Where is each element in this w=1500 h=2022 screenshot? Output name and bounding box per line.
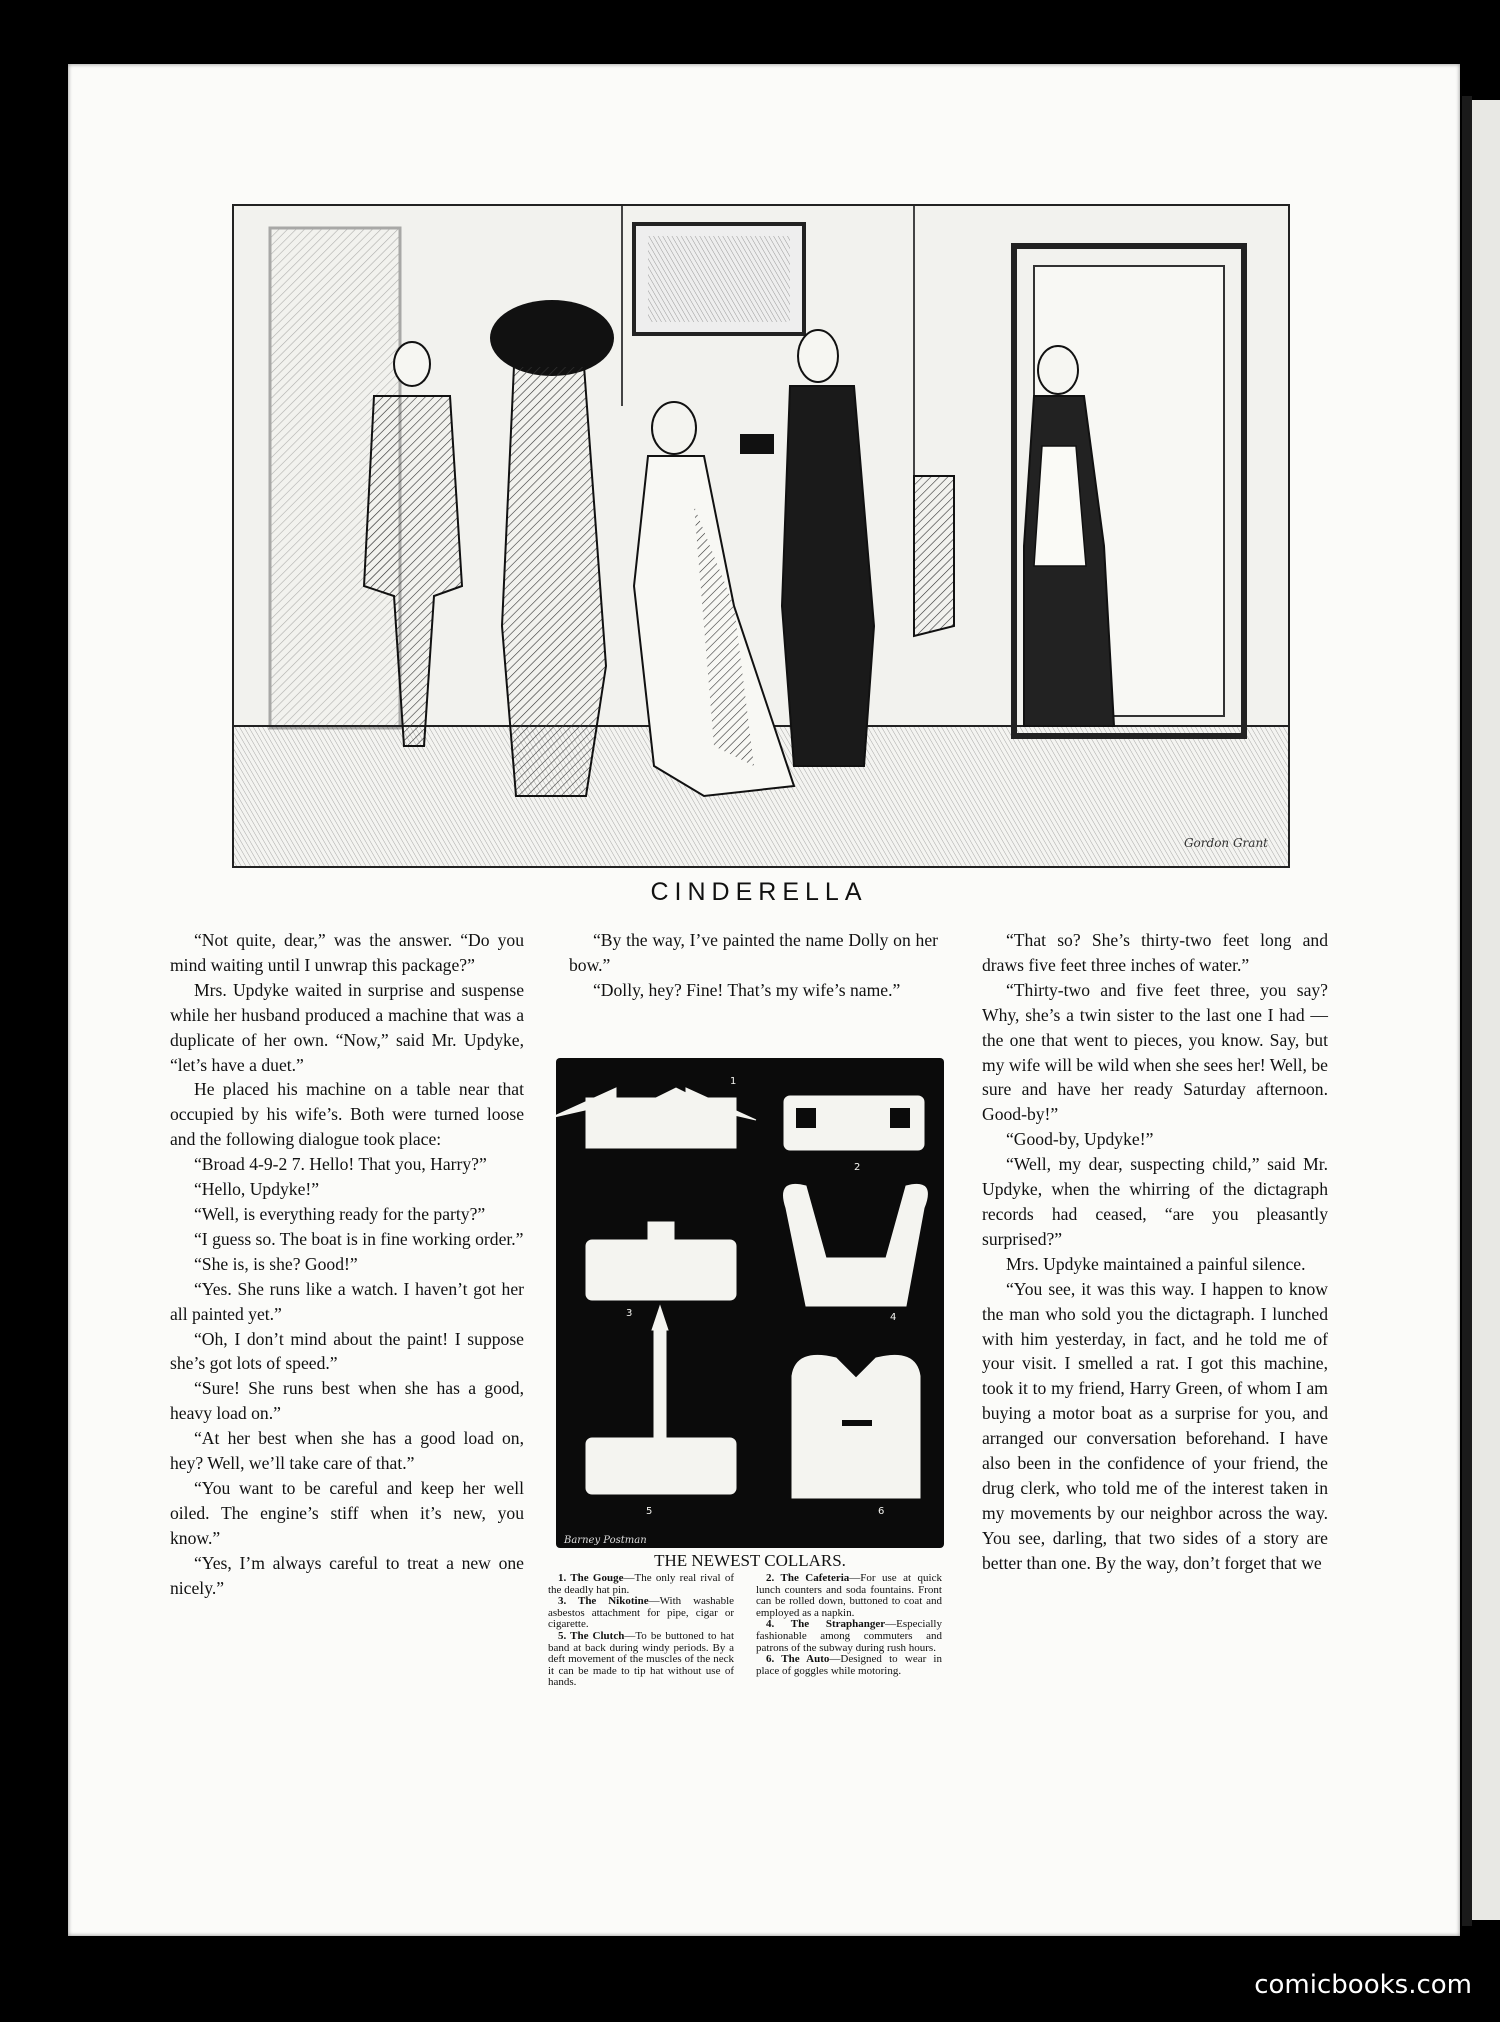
collar-5-tip [652,1306,668,1330]
collars-illustration [556,1058,944,1548]
collar-6-goggle-mark [842,1420,872,1426]
collar-note-text: —With washable asbestos attachment for pipe, cigar or cigarette. [548,1595,735,1631]
paragraph: “Yes, I’m always careful to treat a new one nicely.” [170,1552,524,1598]
paragraph: Mrs. Updyke waited in surprise and suspense while her husband produced a machine that was a duplicate of her own. “Now,” said Mr. Updyke, “let’s have a duet.” [170,979,524,1075]
collars-signature: Barney Postman [564,1535,647,1546]
paragraph: “Yes. She runs like a watch. I haven’t got her all painted yet.” [170,1278,524,1324]
collar-2-ornament-right [890,1108,910,1128]
collars-notes-right [756,1573,942,1677]
collar-note-text: —The only real rival of the deadly hat pin. [548,1572,734,1596]
collar-note [756,1619,942,1654]
collar-note [548,1596,734,1631]
paragraph: “By the way, I’ve painted the name Dolly on her bow.” [569,930,938,975]
collar-note-text: —Designed to wear in place of goggles while motoring. [756,1653,942,1677]
collar-number: 3 [626,1308,633,1319]
collar-note-name: 3. The Nikotine [558,1595,649,1608]
text-column-1 [170,928,524,1600]
collar-note-name: 1. The Gouge [558,1572,624,1584]
collar-4-shape [784,1184,928,1306]
paragraph: “You see, it was this way. I happen to know the man who sold you the dictagraph. I lunched with him yesterday, in fact, and he told me of your visit. I smelled a rat. I got this machine, took it to my friend, Harry Green, of whom I am buying a motor boat as a surprise for you, and arranged our conversation beforehand. I have also been in the confidence of your friend, the drug clerk, who told me of the interest taken in my movements by our neighbor across the way. You see, darling, that two sides of a story are better than one. By the way, don’t forget that we [982,1278,1328,1573]
text-column-3 [982,928,1328,1576]
collar-number: 4 [890,1312,897,1323]
paragraph: “Broad 4-9-2 7. Hello! That you, Harry?” [194,1154,487,1175]
site-watermark: comicbooks.com [1254,1970,1472,2000]
collar-note-name: 2. The Cafeteria [766,1572,850,1584]
illustration-caption: CINDERELLA [650,878,868,906]
paragraph: “She is, is she? Good!” [194,1253,358,1274]
paragraph: “Not quite, dear,” was the answer. “Do you mind waiting until I unwrap this package?” [170,930,524,975]
paragraph: “Oh, I don’t mind about the paint! I suppose she’s got lots of speed.” [170,1328,524,1374]
paragraph: “Dolly, hey? Fine! That’s my wife’s name.” [593,979,901,1000]
paragraph: “Good-by, Updyke!” [1006,1129,1154,1150]
collars-drawing [556,1058,944,1548]
collar-note [756,1573,942,1619]
collar-note-name: 5. The Clutch [558,1629,625,1642]
collar-number: 1 [730,1076,737,1087]
collar-2-ornament-left [796,1108,816,1128]
collars-notes-left [548,1573,734,1689]
collar-3-attachment [648,1222,674,1246]
collar-5-shape [586,1438,736,1494]
collar-note [756,1654,942,1677]
paragraph: “At her best when she has a good load on, hey? Well, we’ll take care of that.” [170,1428,524,1474]
collar-number: 6 [878,1506,885,1517]
collar-note-text: —Especially fashionable among commuters and patrons of the subway during rush hours. [756,1618,942,1654]
collar-note-name: 4. The Straphanger [766,1618,886,1631]
collar-note-text: —To be buttoned to hat band at back during windy periods. By a deft movement of the muscles of the neck it can be made to tip hat without use of hands. [548,1629,734,1689]
paragraph: “That so? She’s thirty-two feet long and draws five feet three inches of water.” [982,930,1328,975]
collars-title: THE NEWEST COLLARS. [654,1551,846,1570]
paragraph: “Thirty-two and five feet three, you say? Why, she’s a twin sister to the last one I had — the one that went to pieces, you know. Say, but my wife will be wild when she sees her! Well, be sure and have her ready Saturday afternoon. Good-by!” [982,979,1328,1125]
collar-note-name: 6. The Auto [766,1653,830,1666]
collar-3-shape [586,1240,736,1300]
paragraph: “Hello, Updyke!” [194,1179,320,1200]
collar-note-text: —For use at quick lunch counters and soda fountains. Front can be rolled down, buttoned to coat and employed as a napkin. [756,1572,942,1619]
collar-6-shape [792,1355,920,1498]
collar-5-strap [654,1328,666,1440]
paragraph: “I guess so. The boat is in fine working order.” [194,1228,524,1249]
text-column-2 [569,928,938,1003]
paragraph: “Well, my dear, suspecting child,” said Mr. Updyke, when the whirring of the dictagraph records had ceased, “are you pleasantly surprised?” [982,1154,1328,1249]
collar-note [548,1631,734,1689]
collar-number: 2 [854,1162,861,1173]
paragraph: “Sure! She runs best when she has a good, heavy load on.” [170,1378,524,1424]
next-page-edge [1472,100,1500,1920]
book-spine [1462,96,1472,1926]
collar-note [548,1573,734,1596]
paragraph: “You want to be careful and keep her well oiled. The engine’s stiff when it’s new, you know.” [170,1477,524,1548]
collar-number: 5 [646,1506,653,1517]
illustrator-signature: Gordon Grant [1183,836,1268,850]
paragraph: He placed his machine on a table near that occupied by his wife’s. Both were turned loose and the following dialogue took place: [170,1079,524,1150]
illustration-drawing [234,206,1288,866]
cinderella-illustration [232,204,1290,868]
paragraph: Mrs. Updyke maintained a painful silence. [1006,1253,1306,1274]
paragraph: “Well, is everything ready for the party?” [194,1203,486,1224]
